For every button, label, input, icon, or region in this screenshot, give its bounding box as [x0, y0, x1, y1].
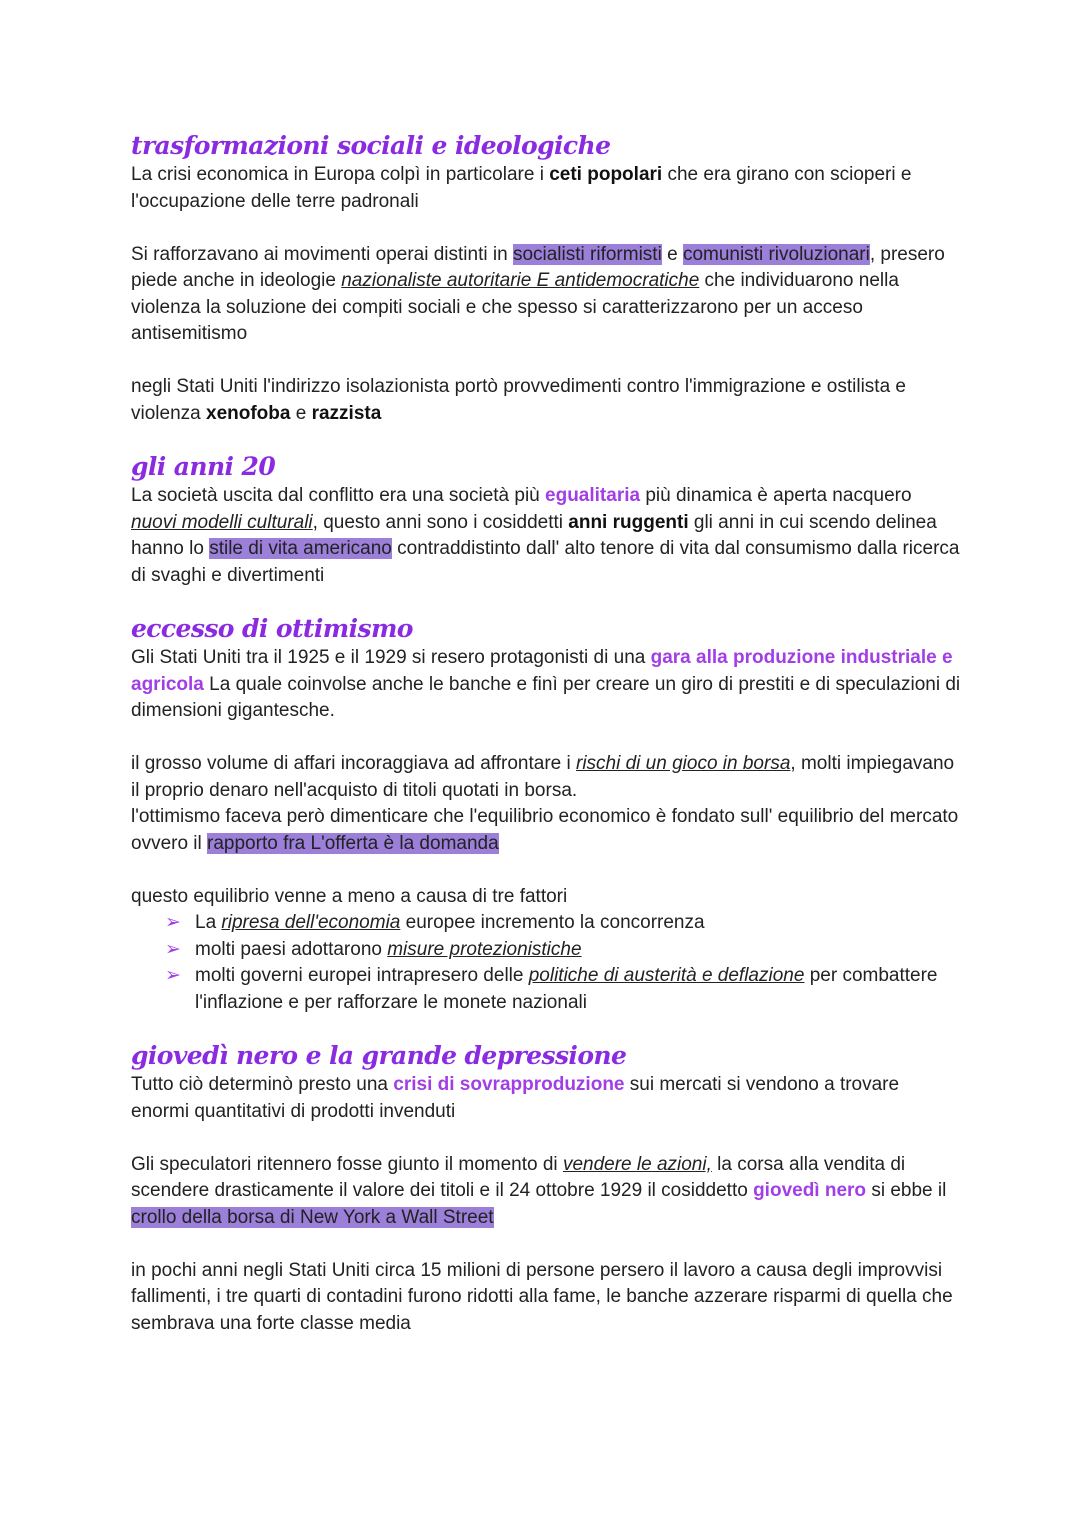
accent-term: giovedì nero — [753, 1180, 867, 1201]
highlighted-term: rapporto fra L'offerta è la domanda — [207, 832, 499, 854]
text-run: molti governi europei intrapresero delle — [195, 965, 529, 986]
highlighted-term: crollo della borsa di New York a Wall Street — [131, 1206, 494, 1228]
underlined-term: politiche di austerità e deflazione — [528, 965, 805, 986]
factor-list — [131, 910, 961, 1016]
text-run: La quale coinvolse anche le banche e finì per creare un giro di prestiti e di speculazioni di dimensioni gigantesche. — [131, 673, 961, 721]
paragraph — [131, 374, 961, 427]
text-run: e — [661, 243, 683, 265]
underlined-term: misure protezionistiche — [387, 938, 582, 960]
accent-term: egualitaria — [545, 485, 641, 506]
text-run: e — [290, 402, 312, 424]
text-run: La — [195, 912, 222, 933]
text-run: La crisi economica in Europa colpì in particolare i — [131, 164, 550, 185]
text-run: gli anni in cui scendo delinea hanno lo — [131, 511, 937, 559]
text-run: contraddistinto dall' alto tenore di vita dal consumismo dalla ricerca di svaghi e divertimenti — [131, 538, 960, 586]
section-title: gli anni 20 — [131, 452, 276, 481]
paragraph — [131, 483, 961, 589]
highlighted-term: socialisti riformisti — [512, 243, 662, 265]
text-run: in pochi anni negli Stati Uniti circa 15 milioni di persone persero il lavoro a causa degli improvvisi fallimenti, i tre quarti di contadini furono ridotti alla fame, le banche azzerare risparmi di quella che sembrava una forte classe media — [131, 1259, 953, 1334]
paragraph — [131, 1258, 961, 1338]
paragraph — [131, 804, 961, 857]
list-item — [165, 910, 961, 937]
text-run: che individuarono nella violenza la soluzione dei compiti sociali e che spesso si caratterizzarono per un acceso antisemitismo — [131, 270, 899, 344]
text-run: Gli Stati Uniti tra il 1925 e il 1929 si resero protagonisti di una — [131, 647, 651, 668]
text-run: La società uscita dal conflitto era una società più — [131, 485, 546, 506]
paragraph — [131, 162, 961, 215]
text-run: questo equilibrio venne a meno a causa di tre fattori — [131, 885, 568, 907]
text-run: , questo anni sono i cosiddetti — [312, 511, 569, 533]
highlighted-term: stile di vita americano — [209, 538, 392, 559]
list-item-text — [195, 939, 582, 960]
text-run: Tutto ciò determinò presto una — [131, 1074, 394, 1095]
list-item-text — [195, 965, 938, 1013]
underlined-term: ripresa dell'economia — [221, 912, 401, 933]
bold-term: xenofoba — [206, 402, 291, 424]
bold-term: anni ruggenti — [568, 511, 689, 533]
section-title: trasformazioni sociali e ideologiche — [131, 131, 611, 160]
highlighted-term: comunisti rivoluzionari — [682, 243, 870, 265]
text-run: più dinamica è aperta nacquero — [640, 485, 912, 506]
list-item-text — [195, 912, 705, 933]
accent-term: crisi di sovrapproduzione — [393, 1074, 625, 1095]
text-run: la corsa alla vendita di scendere drasticamente il valore dei titoli e il 24 ottobre 1929 il cosiddetto — [131, 1153, 906, 1201]
underlined-term: nazionaliste autoritarie E antidemocratiche — [341, 270, 700, 291]
underlined-term: nuovi modelli culturali — [131, 511, 313, 533]
paragraph — [131, 242, 961, 348]
text-run: il grosso volume di affari incoraggiava ad affrontare i — [131, 753, 576, 774]
text-run: per combattere l'inflazione e per rafforzare le monete nazionali — [195, 965, 938, 1013]
text-run: molti paesi adottarono — [195, 938, 388, 960]
text-run: Gli speculatori ritennero fosse giunto il momento di — [131, 1153, 563, 1175]
paragraph — [131, 645, 961, 725]
text-run: che era girano con scioperi e l'occupazione delle terre padronali — [131, 164, 912, 212]
arrowhead-bullet-icon: ➢ — [165, 912, 181, 933]
paragraph — [131, 751, 961, 804]
arrowhead-bullet-icon: ➢ — [165, 938, 181, 960]
document-page — [131, 130, 961, 1337]
bold-term: ceti popolari — [549, 164, 663, 185]
paragraph — [131, 1072, 961, 1125]
text-run: si ebbe il — [866, 1180, 947, 1201]
text-run: , presero piede anche in ideologie — [131, 243, 945, 291]
paragraph — [131, 884, 961, 911]
list-item — [165, 937, 961, 964]
arrowhead-bullet-icon: ➢ — [165, 965, 181, 986]
underlined-term: vendere le azioni, — [562, 1153, 712, 1175]
section-title: giovedì nero e la grande depressione — [131, 1041, 627, 1070]
text-run: negli Stati Uniti l'indirizzo isolazionista portò provvedimenti contro l'immigrazione e ostilista e violenza — [131, 376, 906, 424]
text-run: europee incremento la concorrenza — [400, 912, 705, 933]
accent-term: gara alla produzione industriale e agricola — [131, 647, 953, 695]
bold-term: razzista — [311, 402, 382, 424]
underlined-term: rischi di un gioco in borsa — [576, 753, 791, 774]
text-run: Si rafforzavano ai movimenti operai distinti in — [131, 243, 513, 265]
list-item — [165, 963, 961, 1016]
text-run: sui mercati si vendono a trovare enormi quantitativi di prodotti invenduti — [131, 1074, 900, 1122]
text-run: , molti impiegavano il proprio denaro nell'acquisto di titoli quotati in borsa. — [131, 753, 955, 801]
text-run: l'ottimismo faceva però dimenticare che l'equilibrio economico è fondato sull' equilibrio del mercato ovvero il — [131, 806, 959, 854]
paragraph — [131, 1152, 961, 1232]
section-title: eccesso di ottimismo — [131, 614, 413, 643]
